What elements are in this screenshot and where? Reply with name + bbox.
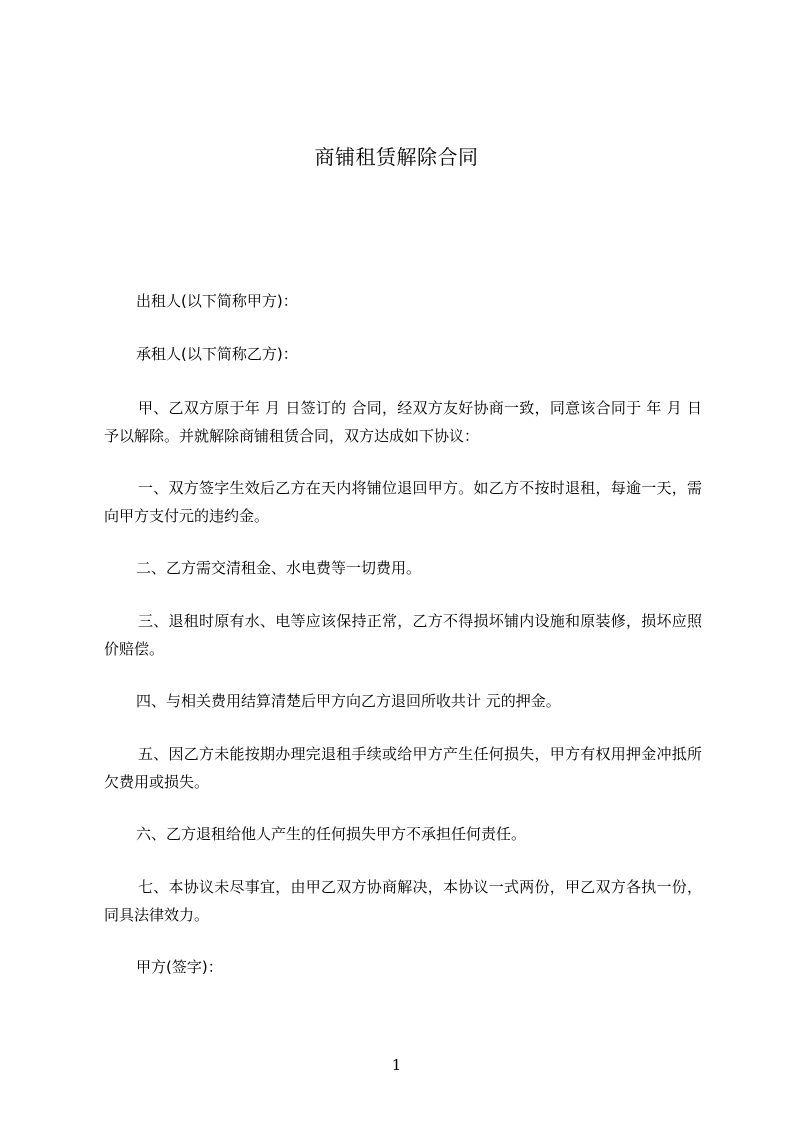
clause-4: 四、与相关费用结算清楚后甲方向乙方退回所收共计 元的押金。 xyxy=(136,692,561,710)
clause-7: 七、本协议未尽事宜，由甲乙双方协商解决，本协议一式两份，甲乙双方各执一份，同具法律效力。 xyxy=(104,878,702,924)
clause-1: 一、双方签字生效后乙方在天内将铺位退回甲方。如乙方不按时退租，每逾一天，需向甲方支付元的违约金。 xyxy=(104,479,702,525)
clause-5: 五、因乙方未能按期办理完退租手续或给甲方产生任何损失，甲方有权用押金冲抵所欠费用或损失。 xyxy=(104,745,702,791)
clause-6: 六、乙方退租给他人产生的任何损失甲方不承担任何责任。 xyxy=(136,825,527,843)
intro-paragraph: 甲、乙双方原于年 月 日签订的 合同，经双方友好协商一致，同意该合同于 年 月 日予以解除。并就解除商铺租赁合同，双方达成如下协议： xyxy=(104,399,702,445)
page-number: 1 xyxy=(391,1056,402,1074)
document-title: 商铺租赁解除合同 xyxy=(314,145,479,169)
party-a-signature-label: 甲方(签字)： xyxy=(136,958,223,976)
clause-3: 三、退租时原有水、电等应该保持正常，乙方不得损坏铺内设施和原装修，损坏应照价赔偿。 xyxy=(104,612,702,658)
lessee-label: 承租人(以下简称乙方)： xyxy=(136,345,298,363)
lessor-label: 出租人(以下简称甲方)： xyxy=(136,292,298,310)
clause-2: 二、乙方需交清租金、水电费等一切费用。 xyxy=(136,559,422,577)
